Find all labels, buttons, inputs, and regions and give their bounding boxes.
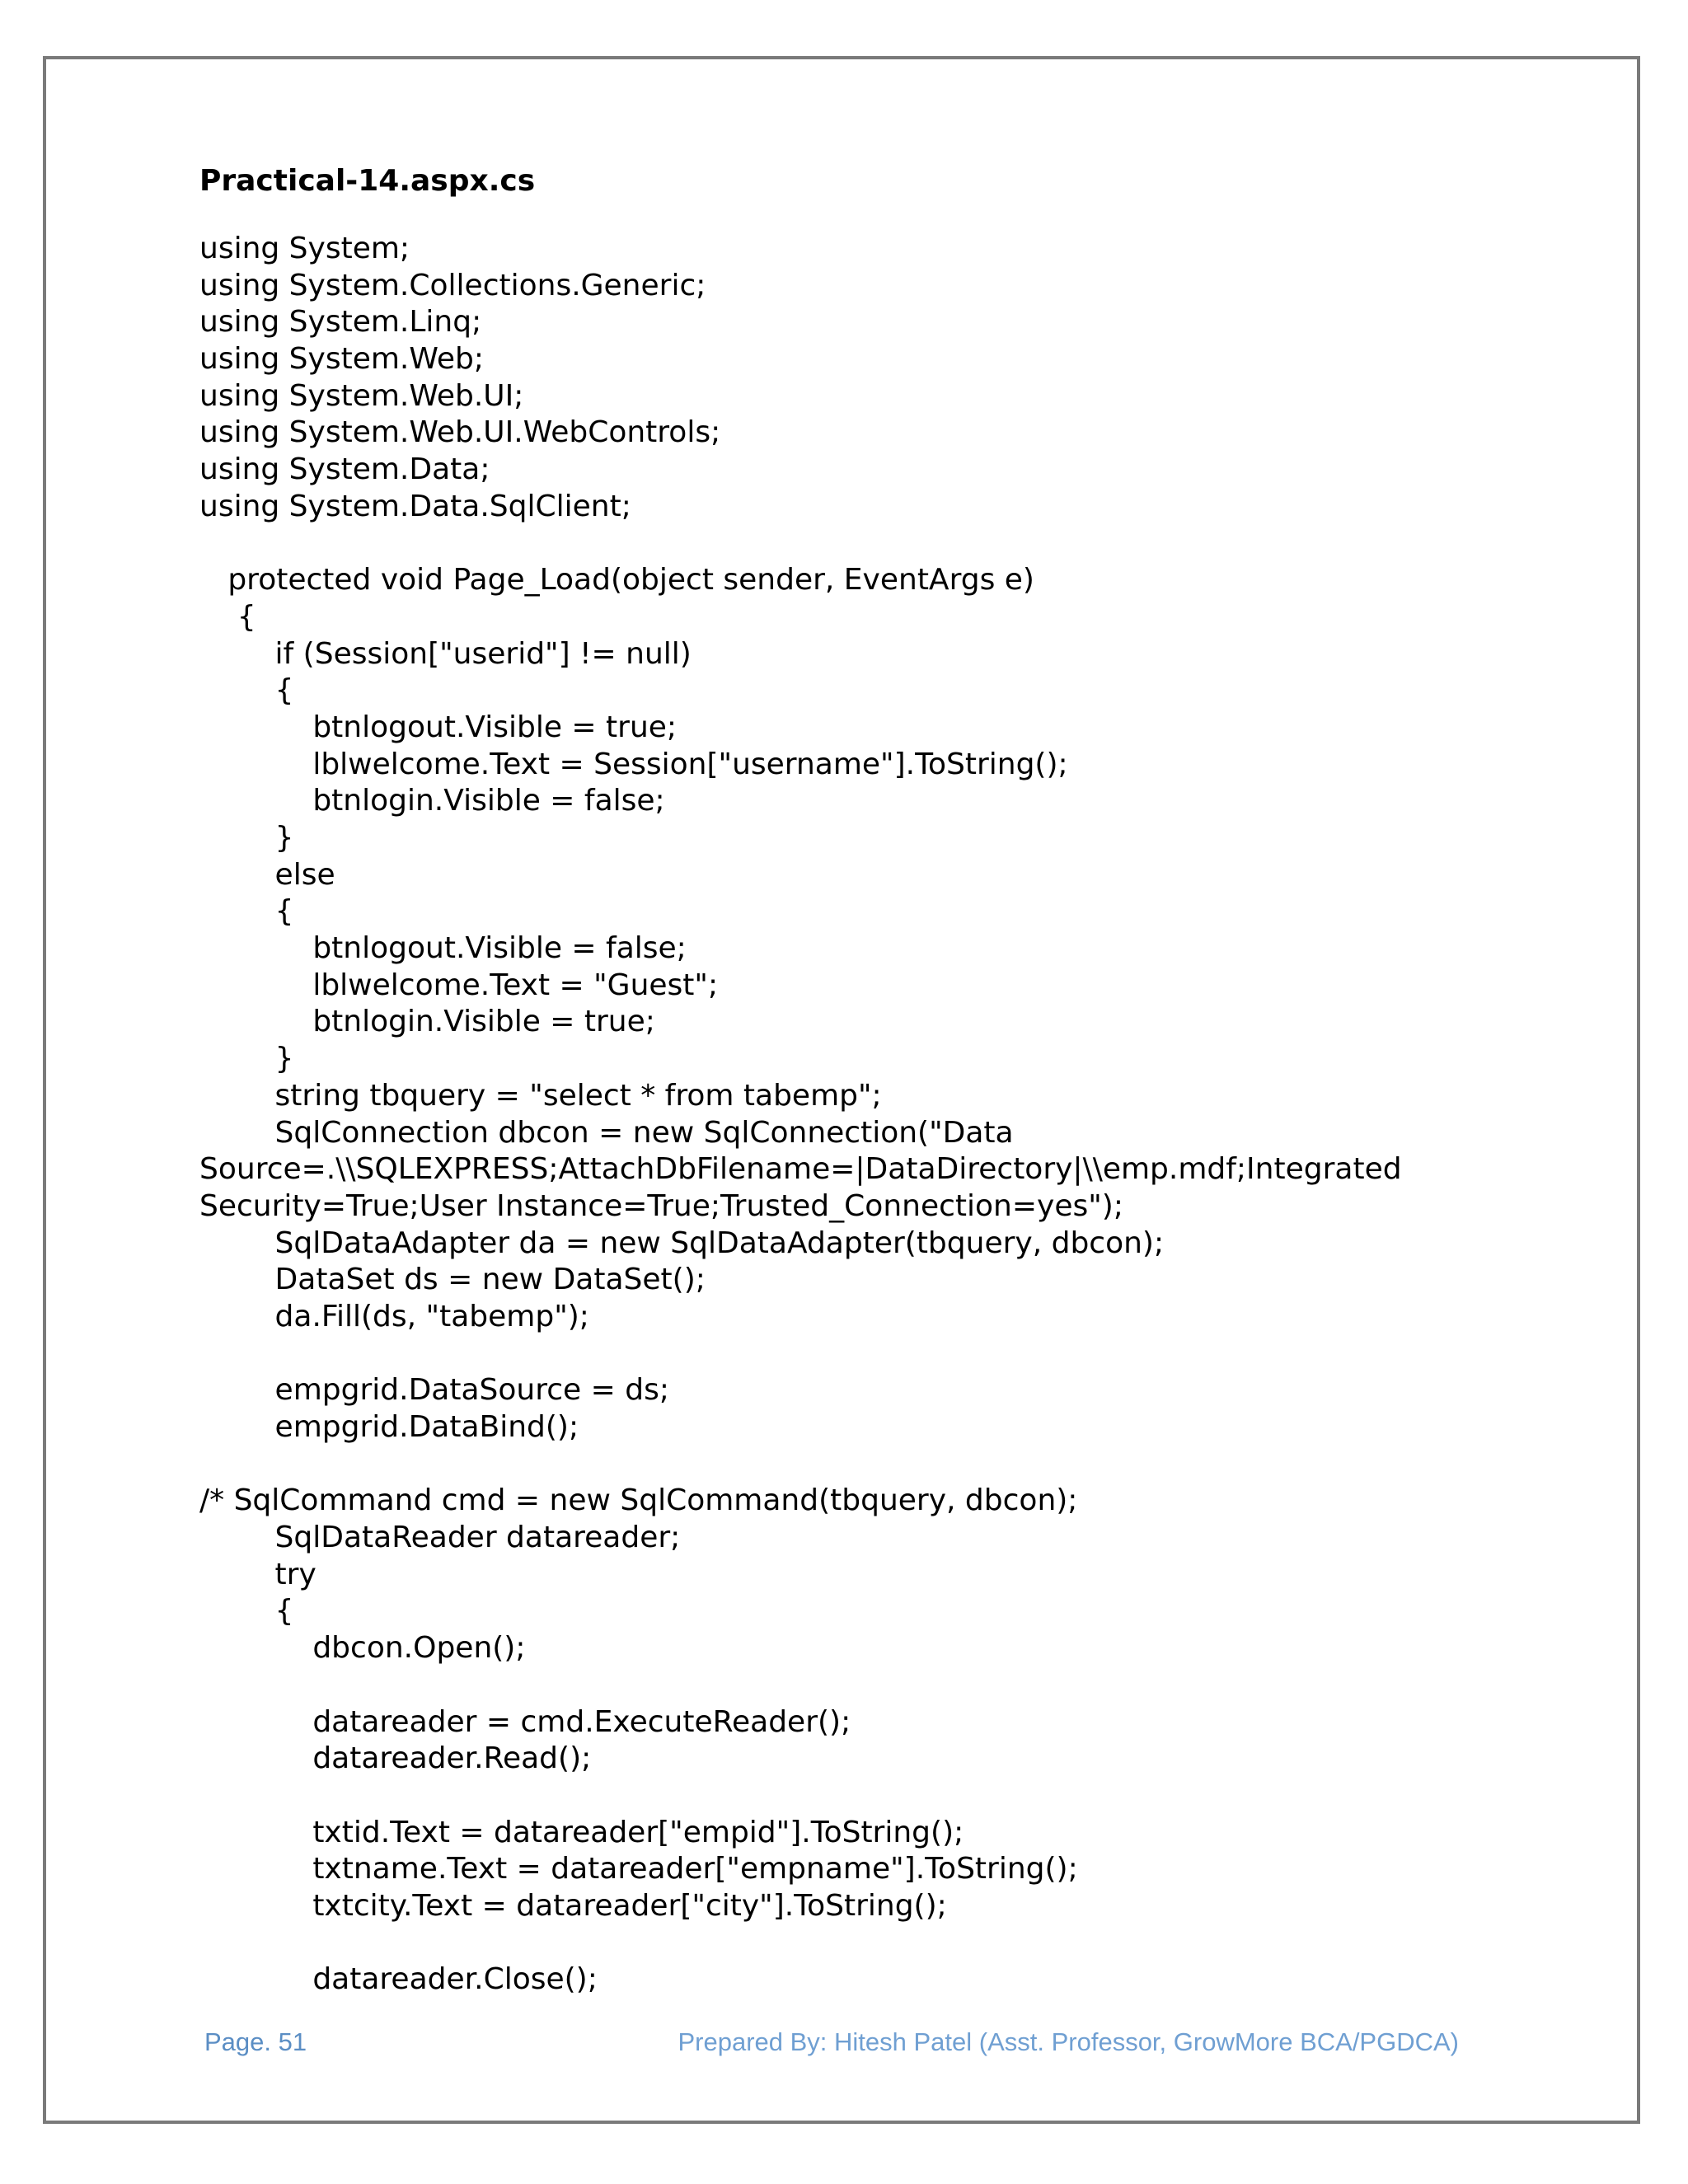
code-line: { [199,1594,294,1629]
code-line: lblwelcome.Text = Session["username"].ToString(); [199,747,1068,781]
code-line: protected void Page_Load(object sender, EventArgs e) [199,563,1034,598]
code-line: btnlogout.Visible = false; [199,931,687,966]
code-line: SqlConnection dbcon = new SqlConnection("Data [199,1115,1014,1150]
code-line [199,1778,1402,1815]
code-line: SqlDataAdapter da = new SqlDataAdapter(tbquery, dbcon); [199,1226,1165,1260]
document-title: Practical-14.aspx.cs [199,164,536,198]
code-line: string tbquery = "select * from tabemp"; [199,1078,882,1113]
code-line: if (Session["userid"] != null) [199,636,692,671]
code-line [199,526,1402,563]
code-line: { [199,673,294,708]
code-line: try [199,1557,316,1591]
code-line [199,1667,1402,1704]
code-line: using System; [199,232,410,265]
code-line: using System.Web; [199,342,484,377]
code-line: datareader = cmd.ExecuteReader(); [199,1704,851,1739]
code-line: txtname.Text = datareader["empname"].ToString(); [199,1852,1078,1886]
code-line: btnlogin.Visible = true; [199,1005,655,1039]
code-line: DataSet ds = new DataSet(); [199,1263,706,1297]
page-number: Page. 51 [204,2027,307,2056]
code-line: using System.Web.UI.WebControls; [199,415,721,450]
code-line: { [199,894,294,929]
code-line: btnlogout.Visible = true; [199,710,678,744]
code-line: } [199,1042,294,1076]
code-line: btnlogin.Visible = false; [199,784,665,818]
code-line: } [199,821,294,855]
code-block [199,231,1402,1999]
code-line: Security=True;User Instance=True;Trusted_Connection=yes"); [199,1188,1123,1223]
code-line: datareader.Read(); [199,1741,592,1776]
code-line [199,1446,1402,1483]
code-line: datareader.Close(); [199,1962,598,1997]
code-line: empgrid.DataSource = ds; [199,1373,669,1408]
code-line: using System.Collections.Generic; [199,268,706,302]
code-line: using System.Data; [199,452,490,487]
code-line: txtid.Text = datareader["empid"].ToString(); [199,1815,964,1849]
code-line: lblwelcome.Text = "Guest"; [199,968,719,1002]
code-line: { [199,599,256,634]
code-line: empgrid.DataBind(); [199,1410,579,1444]
prepared-by-credit: Prepared By: Hitesh Patel (Asst. Professor, GrowMore BCA/PGDCA) [678,2027,1459,2056]
code-line: dbcon.Open(); [199,1631,526,1666]
code-line: txtcity.Text = datareader["city"].ToString(); [199,1888,947,1923]
code-line: /* SqlCommand cmd = new SqlCommand(tbquery, dbcon); [199,1483,1078,1518]
code-line [199,1336,1402,1373]
code-line [199,1925,1402,1962]
code-line: da.Fill(ds, "tabemp"); [199,1299,589,1333]
code-line: Source=.\\SQLEXPRESS;AttachDbFilename=|DataDirectory|\\emp.mdf;Integrated [199,1152,1402,1187]
code-line: using System.Web.UI; [199,378,524,413]
code-line: using System.Data.SqlClient; [199,489,631,523]
code-line: SqlDataReader datareader; [199,1521,681,1555]
code-line: using System.Linq; [199,305,482,340]
code-line: else [199,857,335,892]
